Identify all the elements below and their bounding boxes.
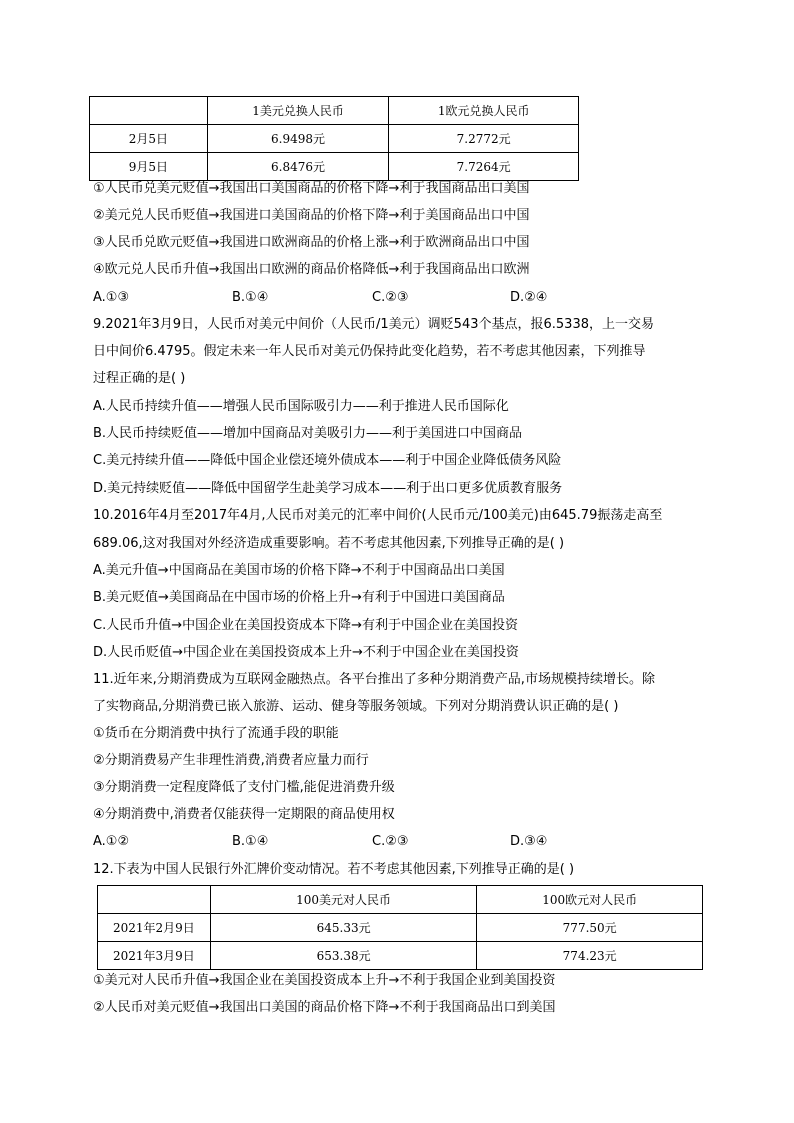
table-cell: 7.2772元 (389, 125, 579, 153)
q11-stem: 11.近年来,分期消费成为互联网金融热点。各平台推出了多种分期消费产品,市场规模持续增长。除 (93, 672, 655, 687)
q9-stem: 9.2021年3月9日，人民币对美元中间价（人民币/1美元）调贬543个基点，报6.5338，上一交易 (93, 317, 654, 332)
q9-option-c: C.美元持续升值——降低中国企业偿还境外债成本——利于中国企业降低债务风险 (93, 453, 562, 468)
table-cell: 777.50元 (477, 914, 703, 942)
q8-option-c: C.②③ (372, 290, 409, 305)
table-row (90, 153, 579, 181)
table-header-cell: 1美元兑换人民币 (207, 97, 389, 125)
q9-stem: 过程正确的是( ) (93, 371, 186, 386)
q11-option-b: B.①④ (232, 834, 269, 849)
q9-stem: 日中间价6.4795。假定未来一年人民币对美元仍保持此变化趋势，若不考虑其他因素，下列推导 (93, 344, 646, 359)
table-row (98, 914, 703, 942)
q8-statement: ①人民币兑美元贬值→我国出口美国商品的价格下降→利于我国商品出口美国 (93, 181, 530, 196)
table-cell: 2月5日 (90, 125, 208, 153)
table-row (98, 942, 703, 970)
q11-stem: 了实物商品,分期消费已嵌入旅游、运动、健身等服务领域。下列对分期消费认识正确的是( ) (93, 699, 619, 714)
q10-stem: 689.06,这对我国对外经济造成重要影响。若不考虑其他因素,下列推导正确的是( ) (93, 536, 565, 551)
table-cell: 2021年2月9日 (98, 914, 211, 942)
table-header-cell (90, 97, 208, 125)
q8-statement: ③人民币兑欧元贬值→我国进口欧洲商品的价格上涨→利于欧洲商品出口中国 (93, 235, 530, 250)
exchange-rate-table-1 (89, 96, 579, 181)
table-cell: 7.7264元 (389, 153, 579, 181)
q11-option-c: C.②③ (372, 834, 409, 849)
table-header-cell (98, 886, 211, 914)
table-header-cell: 100美元对人民币 (210, 886, 477, 914)
table-header-row (90, 97, 579, 125)
q9-option-a: A.人民币持续升值——增强人民币国际吸引力——利于推进人民币国际化 (93, 399, 509, 414)
q8-statement: ②美元兑人民币贬值→我国进口美国商品的价格下降→利于美国商品出口中国 (93, 208, 530, 223)
table-cell: 2021年3月9日 (98, 942, 211, 970)
q12-statement: ②人民币对美元贬值→我国出口美国的商品价格下降→不利于我国商品出口到美国 (93, 1000, 556, 1015)
q11-statement: ②分期消费易产生非理性消费,消费者应量力而行 (93, 753, 369, 768)
q11-statement: ③分期消费一定程度降低了支付门槛,能促进消费升级 (93, 780, 395, 795)
q12-stem: 12.下表为中国人民银行外汇牌价变动情况。若不考虑其他因素,下列推导正确的是( ) (93, 862, 575, 877)
q11-options (93, 833, 693, 851)
q8-options (93, 289, 693, 307)
q8-option-b: B.①④ (232, 290, 269, 305)
q11-option-d: D.③④ (510, 834, 548, 849)
q9-option-b: B.人民币持续贬值——增加中国商品对美吸引力——利于美国进口中国商品 (93, 426, 523, 441)
table-cell: 774.23元 (477, 942, 703, 970)
q8-statement: ④欧元兑人民币升值→我国出口欧洲的商品价格降低→利于我国商品出口欧洲 (93, 262, 530, 277)
table-cell: 653.38元 (210, 942, 477, 970)
q11-statement: ①货币在分期消费中执行了流通手段的职能 (93, 726, 339, 741)
q11-statement: ④分期消费中,消费者仅能获得一定期限的商品使用权 (93, 807, 395, 822)
q12-statement: ①美元对人民币升值→我国企业在美国投资成本上升→不利于我国企业到美国投资 (93, 973, 556, 988)
q11-option-a: A.①② (93, 834, 130, 849)
table-header-cell: 100欧元对人民币 (477, 886, 703, 914)
table-cell: 6.8476元 (207, 153, 389, 181)
table-cell: 6.9498元 (207, 125, 389, 153)
q10-option-b: B.美元贬值→美国商品在中国市场的价格上升→有利于中国进口美国商品 (93, 590, 505, 605)
q8-option-d: D.②④ (510, 290, 548, 305)
q10-option-a: A.美元升值→中国商品在美国市场的价格下降→不利于中国商品出口美国 (93, 563, 505, 578)
q10-option-d: D.人民币贬值→中国企业在美国投资成本上升→不利于中国企业在美国投资 (93, 645, 519, 660)
q10-option-c: C.人民币升值→中国企业在美国投资成本下降→有利于中国企业在美国投资 (93, 618, 518, 633)
table-header-cell: 1欧元兑换人民币 (389, 97, 579, 125)
q8-option-a: A.①③ (93, 290, 130, 305)
q10-stem: 10.2016年4月至2017年4月,人民币对美元的汇率中间价(人民币元/100美元)由645.79振荡走高至 (93, 508, 663, 523)
exchange-rate-table-2 (97, 885, 703, 970)
table-cell: 9月5日 (90, 153, 208, 181)
table-row (90, 125, 579, 153)
table-header-row (98, 886, 703, 914)
q9-option-d: D.美元持续贬值——降低中国留学生赴美学习成本——利于出口更多优质教育服务 (93, 481, 563, 496)
table-cell: 645.33元 (210, 914, 477, 942)
